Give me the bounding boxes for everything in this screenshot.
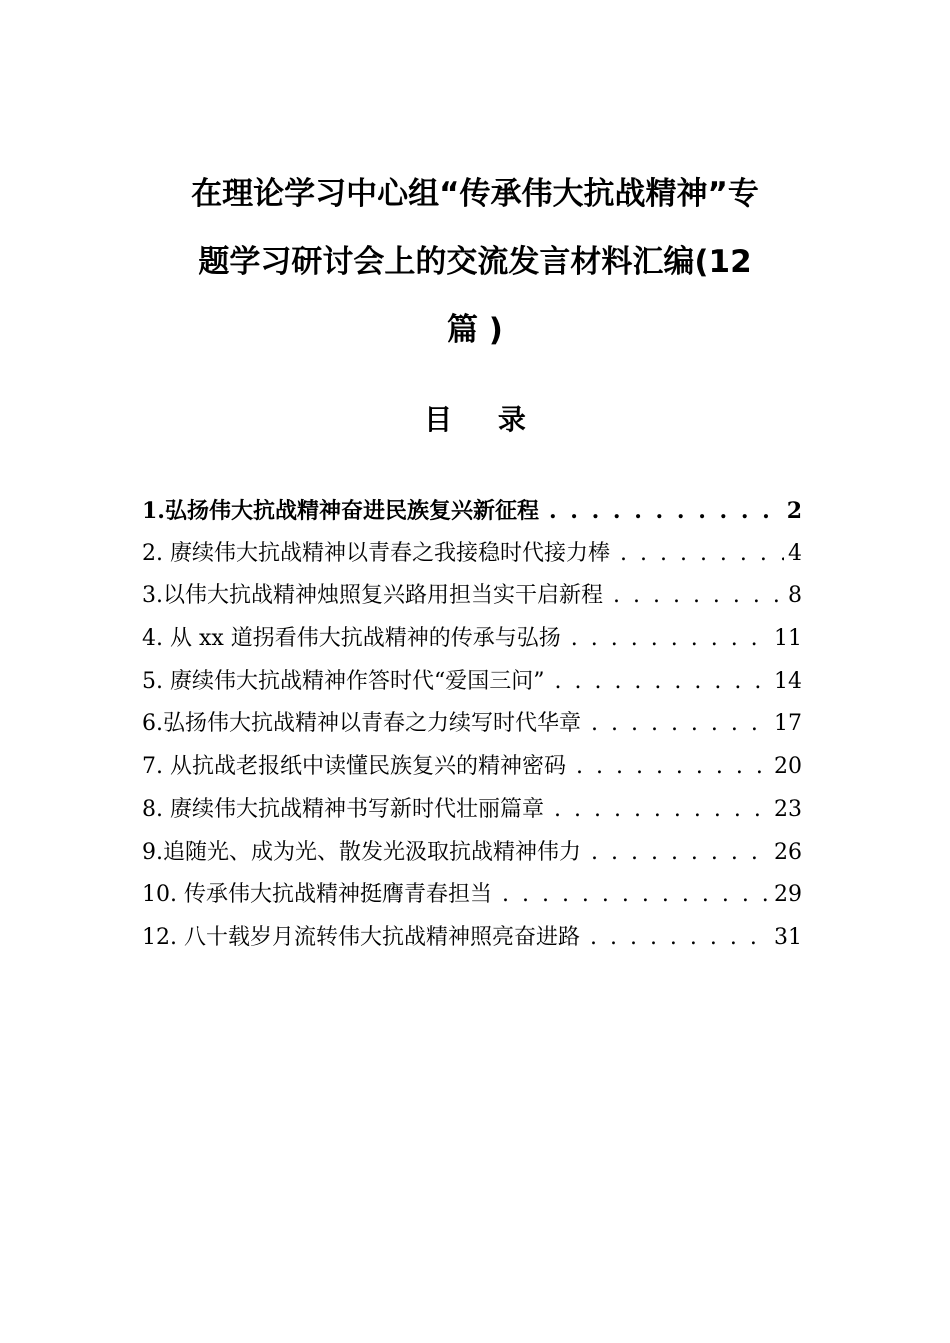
toc-dot-leader xyxy=(591,703,770,746)
toc-heading: 目 录 xyxy=(424,403,544,436)
toc-entry-page: 17 xyxy=(774,711,802,737)
toc-entry-11[interactable] xyxy=(142,917,802,960)
toc-entry-10[interactable] xyxy=(142,874,802,917)
toc-dot-leader xyxy=(590,917,770,960)
toc-entry-page: 26 xyxy=(774,839,802,865)
toc-entry-4[interactable] xyxy=(142,618,802,661)
toc-entry-page: 31 xyxy=(774,924,802,950)
toc-entry-label: 10. 传承伟大抗战精神挺膺青春担当 xyxy=(142,882,492,908)
toc-dot-leader xyxy=(620,533,784,576)
toc-entry-page: 8 xyxy=(788,583,802,609)
toc-entry-page: 29 xyxy=(774,882,802,908)
toc-entry-label: 6.弘扬伟大抗战精神以青春之力续写时代华章 xyxy=(142,711,581,737)
toc-dot-leader xyxy=(571,618,770,661)
toc-entry-page: 14 xyxy=(774,668,802,694)
toc-entry-3[interactable] xyxy=(142,575,802,618)
toc-entry-label: 3.以伟大抗战精神烛照复兴路用担当实干启新程 xyxy=(142,583,603,609)
toc-dot-leader xyxy=(549,490,783,533)
title-line-1: 在理论学习中心组“传承伟大抗战精神”专 xyxy=(191,176,759,212)
toc-dot-leader xyxy=(554,789,770,832)
toc-entry-2[interactable] xyxy=(142,533,802,576)
toc-entry-label: 2. 赓续伟大抗战精神以青春之我接稳时代接力棒 xyxy=(142,540,610,566)
title-line-3: 篇 ) xyxy=(447,312,503,348)
document-title xyxy=(140,160,810,364)
toc-entry-page: 20 xyxy=(774,754,802,780)
toc-entry-label: 8. 赓续伟大抗战精神书写新时代壮丽篇章 xyxy=(142,796,544,822)
toc-entry-label: 5. 赓续伟大抗战精神作答时代“爱国三问” xyxy=(142,668,545,694)
toc-entry-label: 1.弘扬伟大抗战精神奋进民族复兴新征程 xyxy=(142,498,539,524)
toc-entry-9[interactable] xyxy=(142,832,802,875)
toc-entry-page: 11 xyxy=(774,626,802,652)
toc-entry-8[interactable] xyxy=(142,789,802,832)
table-of-contents xyxy=(142,490,802,960)
toc-dot-leader xyxy=(554,661,770,704)
toc-entry-page: 2 xyxy=(786,498,802,524)
toc-dot-leader xyxy=(576,746,770,789)
title-line-2: 题学习研讨会上的交流发言材料汇编(12 xyxy=(198,244,752,280)
toc-entry-page: 23 xyxy=(774,796,802,822)
toc-entry-label: 9.追随光、成为光、散发光汲取抗战精神伟力 xyxy=(142,839,581,865)
toc-entry-label: 4. 从 xx 道拐看伟大抗战精神的传承与弘扬 xyxy=(142,626,561,652)
toc-dot-leader xyxy=(591,832,770,875)
toc-entry-label: 7. 从抗战老报纸中读懂民族复兴的精神密码 xyxy=(142,754,566,780)
toc-dot-leader xyxy=(613,575,784,618)
toc-entry-7[interactable] xyxy=(142,746,802,789)
toc-entry-5[interactable] xyxy=(142,661,802,704)
toc-entry-6[interactable] xyxy=(142,703,802,746)
toc-entry-page: 4 xyxy=(788,540,802,566)
toc-dot-leader xyxy=(502,874,770,917)
toc-entry-1[interactable] xyxy=(142,490,802,533)
toc-entry-label: 12. 八十载岁月流转伟大抗战精神照亮奋进路 xyxy=(142,924,580,950)
